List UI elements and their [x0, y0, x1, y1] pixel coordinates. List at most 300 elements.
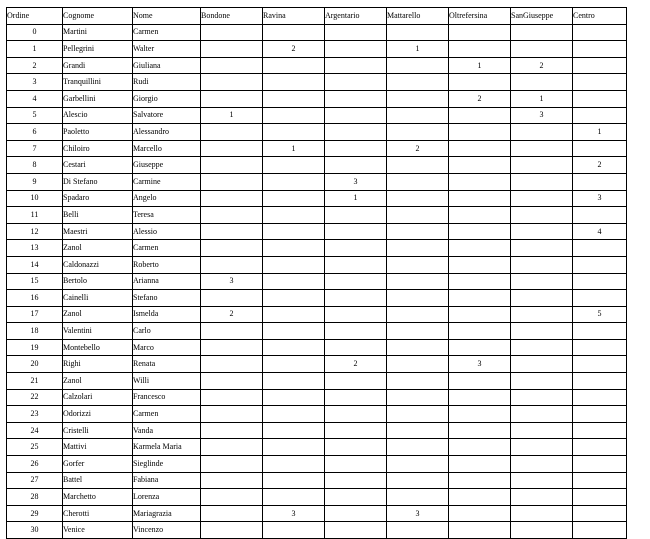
- cell-preference: [449, 290, 511, 307]
- cell-preference: [325, 157, 387, 174]
- cell-nome: Alessandro: [133, 124, 201, 141]
- cell-preference: [573, 57, 627, 74]
- table-row: [7, 273, 627, 290]
- cell-ordine: 26: [7, 456, 63, 473]
- cell-preference: [573, 505, 627, 522]
- cell-preference: [263, 323, 325, 340]
- cell-preference: [511, 124, 573, 141]
- table-row: [7, 339, 627, 356]
- cell-preference: [511, 223, 573, 240]
- cell-ordine: 27: [7, 472, 63, 489]
- cell-nome: Arianna: [133, 273, 201, 290]
- table-row: [7, 489, 627, 506]
- cell-preference: [201, 190, 263, 207]
- cell-preference: [387, 24, 449, 41]
- cell-preference: [387, 273, 449, 290]
- cell-preference: [263, 207, 325, 224]
- column-header-oltrefersina: Oltrefersina: [449, 8, 511, 25]
- cell-ordine: 6: [7, 124, 63, 141]
- cell-preference: [387, 522, 449, 539]
- cell-preference: [201, 41, 263, 58]
- cell-cognome: Odorizzi: [63, 406, 133, 423]
- cell-cognome: Belli: [63, 207, 133, 224]
- cell-preference: 2: [511, 57, 573, 74]
- cell-preference: [511, 373, 573, 390]
- cell-preference: [201, 373, 263, 390]
- cell-nome: Carmen: [133, 24, 201, 41]
- cell-preference: 2: [263, 41, 325, 58]
- table-row: [7, 522, 627, 539]
- cell-preference: [325, 290, 387, 307]
- cell-preference: 2: [325, 356, 387, 373]
- cell-preference: [449, 373, 511, 390]
- cell-preference: 1: [325, 190, 387, 207]
- cell-ordine: 4: [7, 90, 63, 107]
- cell-preference: [573, 472, 627, 489]
- cell-preference: [201, 240, 263, 257]
- cell-preference: 3: [263, 505, 325, 522]
- cell-preference: 1: [263, 140, 325, 157]
- cell-ordine: 20: [7, 356, 63, 373]
- cell-preference: [263, 522, 325, 539]
- cell-cognome: Battel: [63, 472, 133, 489]
- cell-cognome: Garbellini: [63, 90, 133, 107]
- cell-preference: [201, 472, 263, 489]
- cell-preference: [387, 456, 449, 473]
- table-row: [7, 124, 627, 141]
- cell-preference: [201, 323, 263, 340]
- cell-preference: [201, 456, 263, 473]
- cell-preference: [201, 140, 263, 157]
- cell-preference: [449, 107, 511, 124]
- cell-preference: [263, 373, 325, 390]
- cell-preference: [573, 24, 627, 41]
- cell-preference: [387, 290, 449, 307]
- table-row: [7, 41, 627, 58]
- cell-preference: [511, 489, 573, 506]
- cell-preference: [387, 422, 449, 439]
- cell-ordine: 13: [7, 240, 63, 257]
- cell-preference: [325, 522, 387, 539]
- cell-nome: Vanda: [133, 422, 201, 439]
- cell-cognome: Zanol: [63, 306, 133, 323]
- cell-nome: Marco: [133, 339, 201, 356]
- cell-nome: Sieglinde: [133, 456, 201, 473]
- cell-preference: [449, 505, 511, 522]
- table-row: [7, 90, 627, 107]
- cell-preference: [201, 74, 263, 91]
- cell-preference: [387, 57, 449, 74]
- cell-preference: [387, 373, 449, 390]
- cell-preference: [387, 207, 449, 224]
- cell-nome: Lorenza: [133, 489, 201, 506]
- cell-preference: [387, 124, 449, 141]
- cell-nome: Roberto: [133, 256, 201, 273]
- table-row: [7, 223, 627, 240]
- cell-ordine: 16: [7, 290, 63, 307]
- cell-preference: [387, 90, 449, 107]
- cell-preference: 1: [201, 107, 263, 124]
- cell-preference: [325, 256, 387, 273]
- cell-preference: [573, 207, 627, 224]
- cell-preference: [201, 439, 263, 456]
- cell-nome: Carmen: [133, 406, 201, 423]
- cell-preference: [325, 306, 387, 323]
- cell-preference: [201, 124, 263, 141]
- cell-preference: [201, 339, 263, 356]
- cell-cognome: Di Stefano: [63, 173, 133, 190]
- cell-ordine: 28: [7, 489, 63, 506]
- cell-preference: [449, 24, 511, 41]
- cell-cognome: Grandi: [63, 57, 133, 74]
- cell-preference: [387, 489, 449, 506]
- cell-preference: [449, 256, 511, 273]
- cell-preference: [325, 24, 387, 41]
- table-row: [7, 505, 627, 522]
- cell-nome: Salvatore: [133, 107, 201, 124]
- cell-preference: [511, 290, 573, 307]
- table-row: [7, 439, 627, 456]
- column-header-mattarello: Mattarello: [387, 8, 449, 25]
- cell-ordine: 9: [7, 173, 63, 190]
- cell-cognome: Martini: [63, 24, 133, 41]
- cell-cognome: Spadaro: [63, 190, 133, 207]
- column-header-ravina: Ravina: [263, 8, 325, 25]
- table-row: [7, 157, 627, 174]
- cell-preference: [263, 74, 325, 91]
- cell-preference: [325, 124, 387, 141]
- cell-nome: Alessio: [133, 223, 201, 240]
- cell-ordine: 15: [7, 273, 63, 290]
- table-row: [7, 290, 627, 307]
- cell-preference: [325, 207, 387, 224]
- column-header-argentario: Argentario: [325, 8, 387, 25]
- cell-ordine: 10: [7, 190, 63, 207]
- cell-ordine: 29: [7, 505, 63, 522]
- cell-nome: Giorgio: [133, 90, 201, 107]
- cell-preference: [449, 124, 511, 141]
- cell-preference: [325, 422, 387, 439]
- cell-preference: [325, 389, 387, 406]
- column-header-nome: Nome: [133, 8, 201, 25]
- cell-nome: Carlo: [133, 323, 201, 340]
- cell-preference: [449, 207, 511, 224]
- cell-preference: [449, 306, 511, 323]
- cell-cognome: Venice: [63, 522, 133, 539]
- cell-preference: [573, 373, 627, 390]
- cell-preference: [387, 339, 449, 356]
- cell-preference: [201, 207, 263, 224]
- cell-preference: [449, 140, 511, 157]
- cell-preference: [511, 273, 573, 290]
- cell-preference: [511, 456, 573, 473]
- cell-preference: [387, 190, 449, 207]
- cell-cognome: Cherotti: [63, 505, 133, 522]
- cell-preference: [573, 41, 627, 58]
- cell-ordine: 17: [7, 306, 63, 323]
- cell-preference: 1: [387, 41, 449, 58]
- cell-preference: [573, 439, 627, 456]
- cell-ordine: 7: [7, 140, 63, 157]
- cell-preference: [325, 273, 387, 290]
- cell-preference: [573, 323, 627, 340]
- cell-preference: [573, 489, 627, 506]
- cell-preference: [449, 157, 511, 174]
- cell-ordine: 23: [7, 406, 63, 423]
- cell-preference: [573, 290, 627, 307]
- cell-preference: [201, 256, 263, 273]
- cell-preference: [573, 522, 627, 539]
- cell-preference: [387, 306, 449, 323]
- cell-cognome: Alescio: [63, 107, 133, 124]
- cell-preference: [263, 422, 325, 439]
- cell-preference: [201, 406, 263, 423]
- cell-preference: [573, 107, 627, 124]
- cell-preference: [263, 456, 325, 473]
- cell-preference: [325, 223, 387, 240]
- cell-preference: [263, 24, 325, 41]
- cell-preference: [387, 157, 449, 174]
- cell-ordine: 5: [7, 107, 63, 124]
- cell-preference: [449, 173, 511, 190]
- cell-preference: [325, 90, 387, 107]
- cell-preference: [263, 489, 325, 506]
- cell-preference: [511, 406, 573, 423]
- cell-preference: [263, 290, 325, 307]
- cell-cognome: Righi: [63, 356, 133, 373]
- cell-preference: [325, 489, 387, 506]
- table-row: [7, 406, 627, 423]
- cell-preference: [325, 439, 387, 456]
- cell-preference: [263, 223, 325, 240]
- cell-nome: Karmela Maria: [133, 439, 201, 456]
- cell-preference: [511, 256, 573, 273]
- cell-nome: Vincenzo: [133, 522, 201, 539]
- cell-cognome: Mattivi: [63, 439, 133, 456]
- cell-nome: Rudi: [133, 74, 201, 91]
- cell-cognome: Cristelli: [63, 422, 133, 439]
- cell-preference: [511, 190, 573, 207]
- table-container: [6, 7, 626, 539]
- cell-preference: [449, 422, 511, 439]
- cell-preference: [573, 140, 627, 157]
- cell-preference: [573, 406, 627, 423]
- cell-preference: [387, 256, 449, 273]
- table-row: [7, 422, 627, 439]
- cell-ordine: 1: [7, 41, 63, 58]
- cell-preference: [325, 406, 387, 423]
- cell-ordine: 8: [7, 157, 63, 174]
- cell-preference: [263, 240, 325, 257]
- cell-preference: [263, 273, 325, 290]
- cell-cognome: Tranquillini: [63, 74, 133, 91]
- cell-preference: [449, 240, 511, 257]
- cell-nome: Carmine: [133, 173, 201, 190]
- cell-preference: [387, 323, 449, 340]
- cell-preference: [511, 422, 573, 439]
- cell-preference: [449, 389, 511, 406]
- table-row: [7, 323, 627, 340]
- cell-preference: [511, 472, 573, 489]
- cell-preference: [325, 323, 387, 340]
- cell-preference: [573, 74, 627, 91]
- cell-preference: [263, 439, 325, 456]
- cell-preference: [201, 489, 263, 506]
- cell-preference: [201, 389, 263, 406]
- cell-preference: [263, 173, 325, 190]
- cell-preference: [449, 472, 511, 489]
- cell-preference: [263, 472, 325, 489]
- cell-preference: [201, 90, 263, 107]
- cell-preference: [573, 356, 627, 373]
- column-header-centro: Centro: [573, 8, 627, 25]
- cell-preference: [449, 439, 511, 456]
- cell-preference: 3: [573, 190, 627, 207]
- cell-preference: [449, 323, 511, 340]
- cell-nome: Angelo: [133, 190, 201, 207]
- table-row: [7, 107, 627, 124]
- cell-preference: [201, 422, 263, 439]
- cell-preference: [387, 240, 449, 257]
- cell-preference: [387, 472, 449, 489]
- cell-preference: [263, 57, 325, 74]
- cell-preference: [511, 323, 573, 340]
- cell-preference: [263, 256, 325, 273]
- cell-preference: [263, 124, 325, 141]
- cell-ordine: 25: [7, 439, 63, 456]
- cell-cognome: Cestari: [63, 157, 133, 174]
- table-row: [7, 389, 627, 406]
- cell-ordine: 0: [7, 24, 63, 41]
- table-row: [7, 173, 627, 190]
- cell-nome: Francesco: [133, 389, 201, 406]
- cell-cognome: Zanol: [63, 373, 133, 390]
- cell-preference: 3: [201, 273, 263, 290]
- cell-cognome: Cainelli: [63, 290, 133, 307]
- cell-preference: [511, 339, 573, 356]
- cell-preference: [263, 339, 325, 356]
- cell-preference: [263, 157, 325, 174]
- cell-preference: [573, 389, 627, 406]
- cell-nome: Mariagrazia: [133, 505, 201, 522]
- table-header-row: [7, 8, 627, 25]
- cell-preference: [573, 173, 627, 190]
- cell-preference: [201, 522, 263, 539]
- cell-cognome: Caldonazzi: [63, 256, 133, 273]
- cell-nome: Giuseppe: [133, 157, 201, 174]
- cell-preference: [449, 489, 511, 506]
- cell-preference: [263, 90, 325, 107]
- cell-preference: [449, 339, 511, 356]
- cell-preference: 3: [325, 173, 387, 190]
- cell-preference: [511, 356, 573, 373]
- cell-preference: [387, 74, 449, 91]
- cell-cognome: Montebello: [63, 339, 133, 356]
- cell-nome: Stefano: [133, 290, 201, 307]
- cell-preference: [201, 57, 263, 74]
- table-row: [7, 240, 627, 257]
- cell-ordine: 19: [7, 339, 63, 356]
- column-header-sangiuseppe: SanGiuseppe: [511, 8, 573, 25]
- cell-preference: [511, 389, 573, 406]
- cell-preference: [325, 240, 387, 257]
- cell-nome: Teresa: [133, 207, 201, 224]
- cell-ordine: 14: [7, 256, 63, 273]
- cell-preference: [325, 140, 387, 157]
- cell-cognome: Maestri: [63, 223, 133, 240]
- cell-preference: [263, 406, 325, 423]
- column-header-ordine: Ordine: [7, 8, 63, 25]
- cell-preference: [449, 74, 511, 91]
- cell-ordine: 2: [7, 57, 63, 74]
- table-row: [7, 74, 627, 91]
- table-row: [7, 140, 627, 157]
- cell-cognome: Bertolo: [63, 273, 133, 290]
- cell-cognome: Calzolari: [63, 389, 133, 406]
- cell-preference: [201, 24, 263, 41]
- cell-ordine: 12: [7, 223, 63, 240]
- cell-ordine: 22: [7, 389, 63, 406]
- cell-preference: [201, 173, 263, 190]
- cell-cognome: Marchetto: [63, 489, 133, 506]
- cell-nome: Carmen: [133, 240, 201, 257]
- cell-preference: [449, 456, 511, 473]
- cell-preference: [201, 505, 263, 522]
- cell-cognome: Chiloiro: [63, 140, 133, 157]
- cell-preference: [573, 273, 627, 290]
- cell-nome: Giuliana: [133, 57, 201, 74]
- cell-preference: [449, 223, 511, 240]
- cell-preference: [449, 190, 511, 207]
- cell-preference: 3: [387, 505, 449, 522]
- cell-preference: [201, 290, 263, 307]
- cell-nome: Renata: [133, 356, 201, 373]
- cell-nome: Willi: [133, 373, 201, 390]
- table-row: [7, 356, 627, 373]
- cell-preference: [573, 256, 627, 273]
- cell-preference: [325, 57, 387, 74]
- cell-preference: [449, 41, 511, 58]
- cell-preference: [573, 339, 627, 356]
- cell-preference: [511, 240, 573, 257]
- cell-cognome: Pellegrini: [63, 41, 133, 58]
- cell-preference: [263, 306, 325, 323]
- cell-preference: [325, 41, 387, 58]
- table-row: [7, 306, 627, 323]
- cell-preference: [511, 24, 573, 41]
- cell-preference: [511, 173, 573, 190]
- cell-preference: 1: [449, 57, 511, 74]
- cell-ordine: 24: [7, 422, 63, 439]
- cell-preference: [387, 223, 449, 240]
- cell-nome: Ismelda: [133, 306, 201, 323]
- cell-preference: 1: [511, 90, 573, 107]
- cell-ordine: 30: [7, 522, 63, 539]
- cell-preference: [387, 389, 449, 406]
- cell-preference: [201, 223, 263, 240]
- cell-preference: 3: [449, 356, 511, 373]
- cell-preference: [449, 522, 511, 539]
- table-row: [7, 472, 627, 489]
- cell-preference: [573, 422, 627, 439]
- candidates-table: [6, 7, 627, 539]
- cell-preference: [511, 505, 573, 522]
- cell-nome: Marcello: [133, 140, 201, 157]
- cell-preference: [511, 74, 573, 91]
- cell-preference: [449, 406, 511, 423]
- cell-preference: [449, 273, 511, 290]
- cell-preference: 2: [387, 140, 449, 157]
